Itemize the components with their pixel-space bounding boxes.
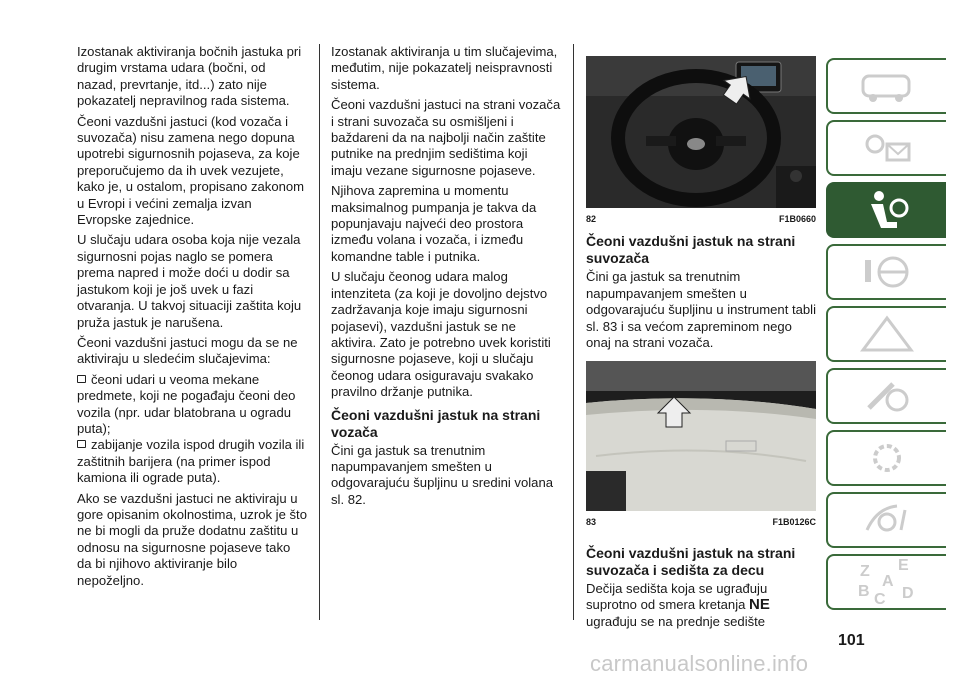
index-letter: A (882, 573, 894, 590)
paragraph: Čeoni vazdušni jastuci (kod vozača i suvozača) nisu zamena nego dopuna upotrebi sigurnosnih pojaseva, za koje preporučujemo da ih uvek vezujete, kako je, u ostalom, propisano zakonom u Evropi i većini zemalja izvan Evropske zajednice. (77, 113, 305, 228)
paragraph: Čini ga jastuk sa trenutnim napumpavanjem smešten u odgovarajuću šupljinu u sredini volana sl. 82. (331, 442, 554, 507)
figure-caption (586, 514, 816, 530)
text-column-3 (586, 44, 816, 634)
paragraph: Ako se vazdušni jastuci ne aktiviraju u gore opisanim okolnostima, uzrok je što ne bi mogli da pruže dodatnu zaštitu u odnosu na sigurnosne pojaseve tako da bi njihovo aktiviranje bilo nepoželjno. (77, 490, 307, 588)
tab-technical-data[interactable] (826, 430, 946, 486)
tab-car-overview[interactable] (826, 58, 946, 114)
tab-index[interactable] (826, 554, 946, 610)
column-divider (319, 44, 320, 620)
figure-82-steering-wheel (586, 56, 816, 208)
list-item: zabijanje vozila ispod drugih vozila ili zaštitnih barijera (na primer ispod kamiona ili ograde puta). (77, 437, 305, 486)
multimedia-icon (857, 500, 917, 540)
column-divider (573, 44, 574, 620)
emergency-icon (857, 314, 917, 354)
bullet-icon (77, 375, 86, 383)
steering-wheel-photo (586, 56, 816, 208)
index-icon (852, 558, 922, 606)
page-number: 101 (838, 632, 865, 649)
car-dashboard-icon (857, 66, 917, 106)
gear-icon (857, 438, 917, 478)
paragraph: Dečija sedišta koja se ugrađuju suprotno od smera kretanja NE ugrađuju se na prednje sedište (586, 580, 770, 629)
index-letter: E (898, 558, 909, 574)
figure-83-passenger-dashboard (586, 361, 816, 511)
tab-multimedia[interactable] (826, 492, 946, 548)
figure-caption (586, 211, 816, 227)
tab-warning-lights[interactable] (826, 120, 946, 176)
steering-wheel-icon (857, 252, 917, 292)
paragraph: Čeoni vazdušni jastuci mogu da se ne aktiviraju u sledećim slučajevima: (77, 334, 298, 367)
section-heading: Čeoni vazdušni jastuk na strani suvozača (586, 233, 796, 267)
paragraph: Izostanak aktiviranja bočnih jastuka pri drugim vrstama udara (bočni, od nazad, prevrtanje, itd...) zato nije pokazatelj nepravilnog rada sistema. (77, 44, 302, 109)
dashboard-photo (586, 361, 816, 511)
index-letter: B (858, 583, 870, 600)
paragraph: Čini ga jastuk sa trenutnim napumpavanjem smešten u odgovarajuću šupljinu u instrument tabli sl. 83 i sa većom zapreminom nego onaj na strani vozača. (586, 269, 817, 351)
paragraph: Izostanak aktiviranja u tim slučajevima, međutim, nije pokazatelj neispravnosti sistema. (331, 44, 558, 92)
text-column-1 (77, 44, 307, 593)
figure-number: 82 (586, 214, 597, 224)
text-column-2 (331, 44, 561, 512)
list-item: čeoni udari u veoma mekane predmete, koji ne pogađaju čeoni deo vozila (npr. udar blatobrana u ogradu puta); (77, 371, 296, 436)
paragraph: U slučaju udara osoba koja nije vezala sigurnosni pojas naglo se pomera prema napred i može doći u dodir sa jastukom koji je još uvek u fazi otvaranja. U takvoj situaciji zaštita koju pruža jastuk je narušena. (77, 232, 302, 330)
figure-number: 83 (586, 517, 597, 528)
figure-code: F1B0660 (778, 214, 816, 224)
index-letter: Z (860, 563, 870, 580)
watermark: carmanualsonline.info (590, 651, 809, 676)
paragraph: Čeoni vazdušni jastuci na strani vozača i strani suvozača su osmišljeni i baždareni da na najbolji način zaštite putnike na prednjim sedištima koji imaju vezane sigurnosne pojaseve. (331, 97, 561, 178)
index-letter: C (874, 591, 886, 606)
bullet-icon (77, 440, 86, 448)
seat-airbag-icon (857, 188, 917, 232)
tab-maintenance[interactable] (826, 368, 946, 424)
section-heading: Čeoni vazdušni jastuk na strani suvozača i sedišta za decu (586, 544, 796, 578)
warning-lights-icon (857, 128, 917, 168)
figure-code: F1B0126C (772, 517, 816, 528)
tab-starting-driving[interactable] (826, 244, 946, 300)
paragraph: Njihova zapremina u momentu maksimalnog pumpanja je takva da popunjavaju najveći deo prostora između volana i vozača, i između komandne table i putnika. (331, 183, 537, 264)
tab-safety[interactable] (826, 182, 946, 238)
index-letter: D (902, 585, 914, 602)
tab-emergency[interactable] (826, 306, 946, 362)
emphasis-ne: NE (749, 596, 770, 614)
section-heading: Čeoni vazdušni jastuk na strani vozača (331, 406, 541, 440)
paragraph: U slučaju čeonog udara malog intenziteta (za koji je dovoljno dejstvo zadržavanja koje imaju sigurnosni pojasevi), vazdušni jastuk se ne aktivira. Zato je potrebno uvek koristiti sigurnosne pojaseve, koji u slučaju čeonog udara osiguravaju svakako pravilno držanje putnika. (331, 269, 551, 400)
wrench-icon (857, 376, 917, 416)
